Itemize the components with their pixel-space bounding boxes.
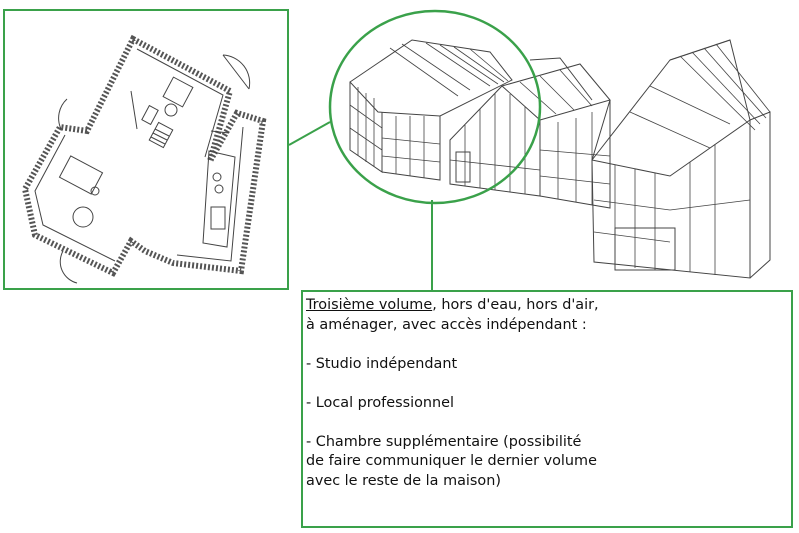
item-chambre-3: avec le reste de la maison)	[306, 472, 501, 489]
connecting-wing	[530, 58, 610, 160]
wireframe-model	[330, 0, 799, 290]
plan-washbasin	[165, 104, 177, 116]
plan-wall-outer	[25, 39, 263, 273]
heading-underlined: Troisième volume	[306, 297, 433, 313]
description-box	[301, 290, 793, 528]
volume-2	[450, 64, 610, 208]
floor-plan-frame	[3, 9, 289, 290]
item-chambre-1: - Chambre supplémentaire (possibilité	[306, 433, 582, 450]
item-chambre-2: de faire communiquer le dernier volume	[306, 453, 597, 469]
description-line2: à aménager, avec accès indépendant :	[306, 316, 587, 333]
floor-plan-drawing	[5, 11, 287, 288]
item-local: - Local professionnel	[306, 394, 454, 411]
garage-door	[615, 228, 675, 270]
plan-round-table	[73, 207, 93, 227]
plan-sofa	[59, 156, 102, 194]
volume-3	[592, 40, 770, 278]
heading-rest: , hors d'eau, hors d'air,	[432, 297, 599, 313]
plan-toilet	[142, 106, 158, 125]
description-heading	[306, 296, 791, 316]
plan-shower	[163, 77, 193, 107]
plan-kitchen-counter	[203, 151, 235, 247]
plan-stairs	[149, 122, 173, 147]
connector-plan-to-circle	[289, 122, 330, 145]
item-studio: - Studio indépendant	[306, 355, 458, 372]
plan-door-bottom	[60, 251, 77, 283]
volume-1	[350, 40, 512, 180]
